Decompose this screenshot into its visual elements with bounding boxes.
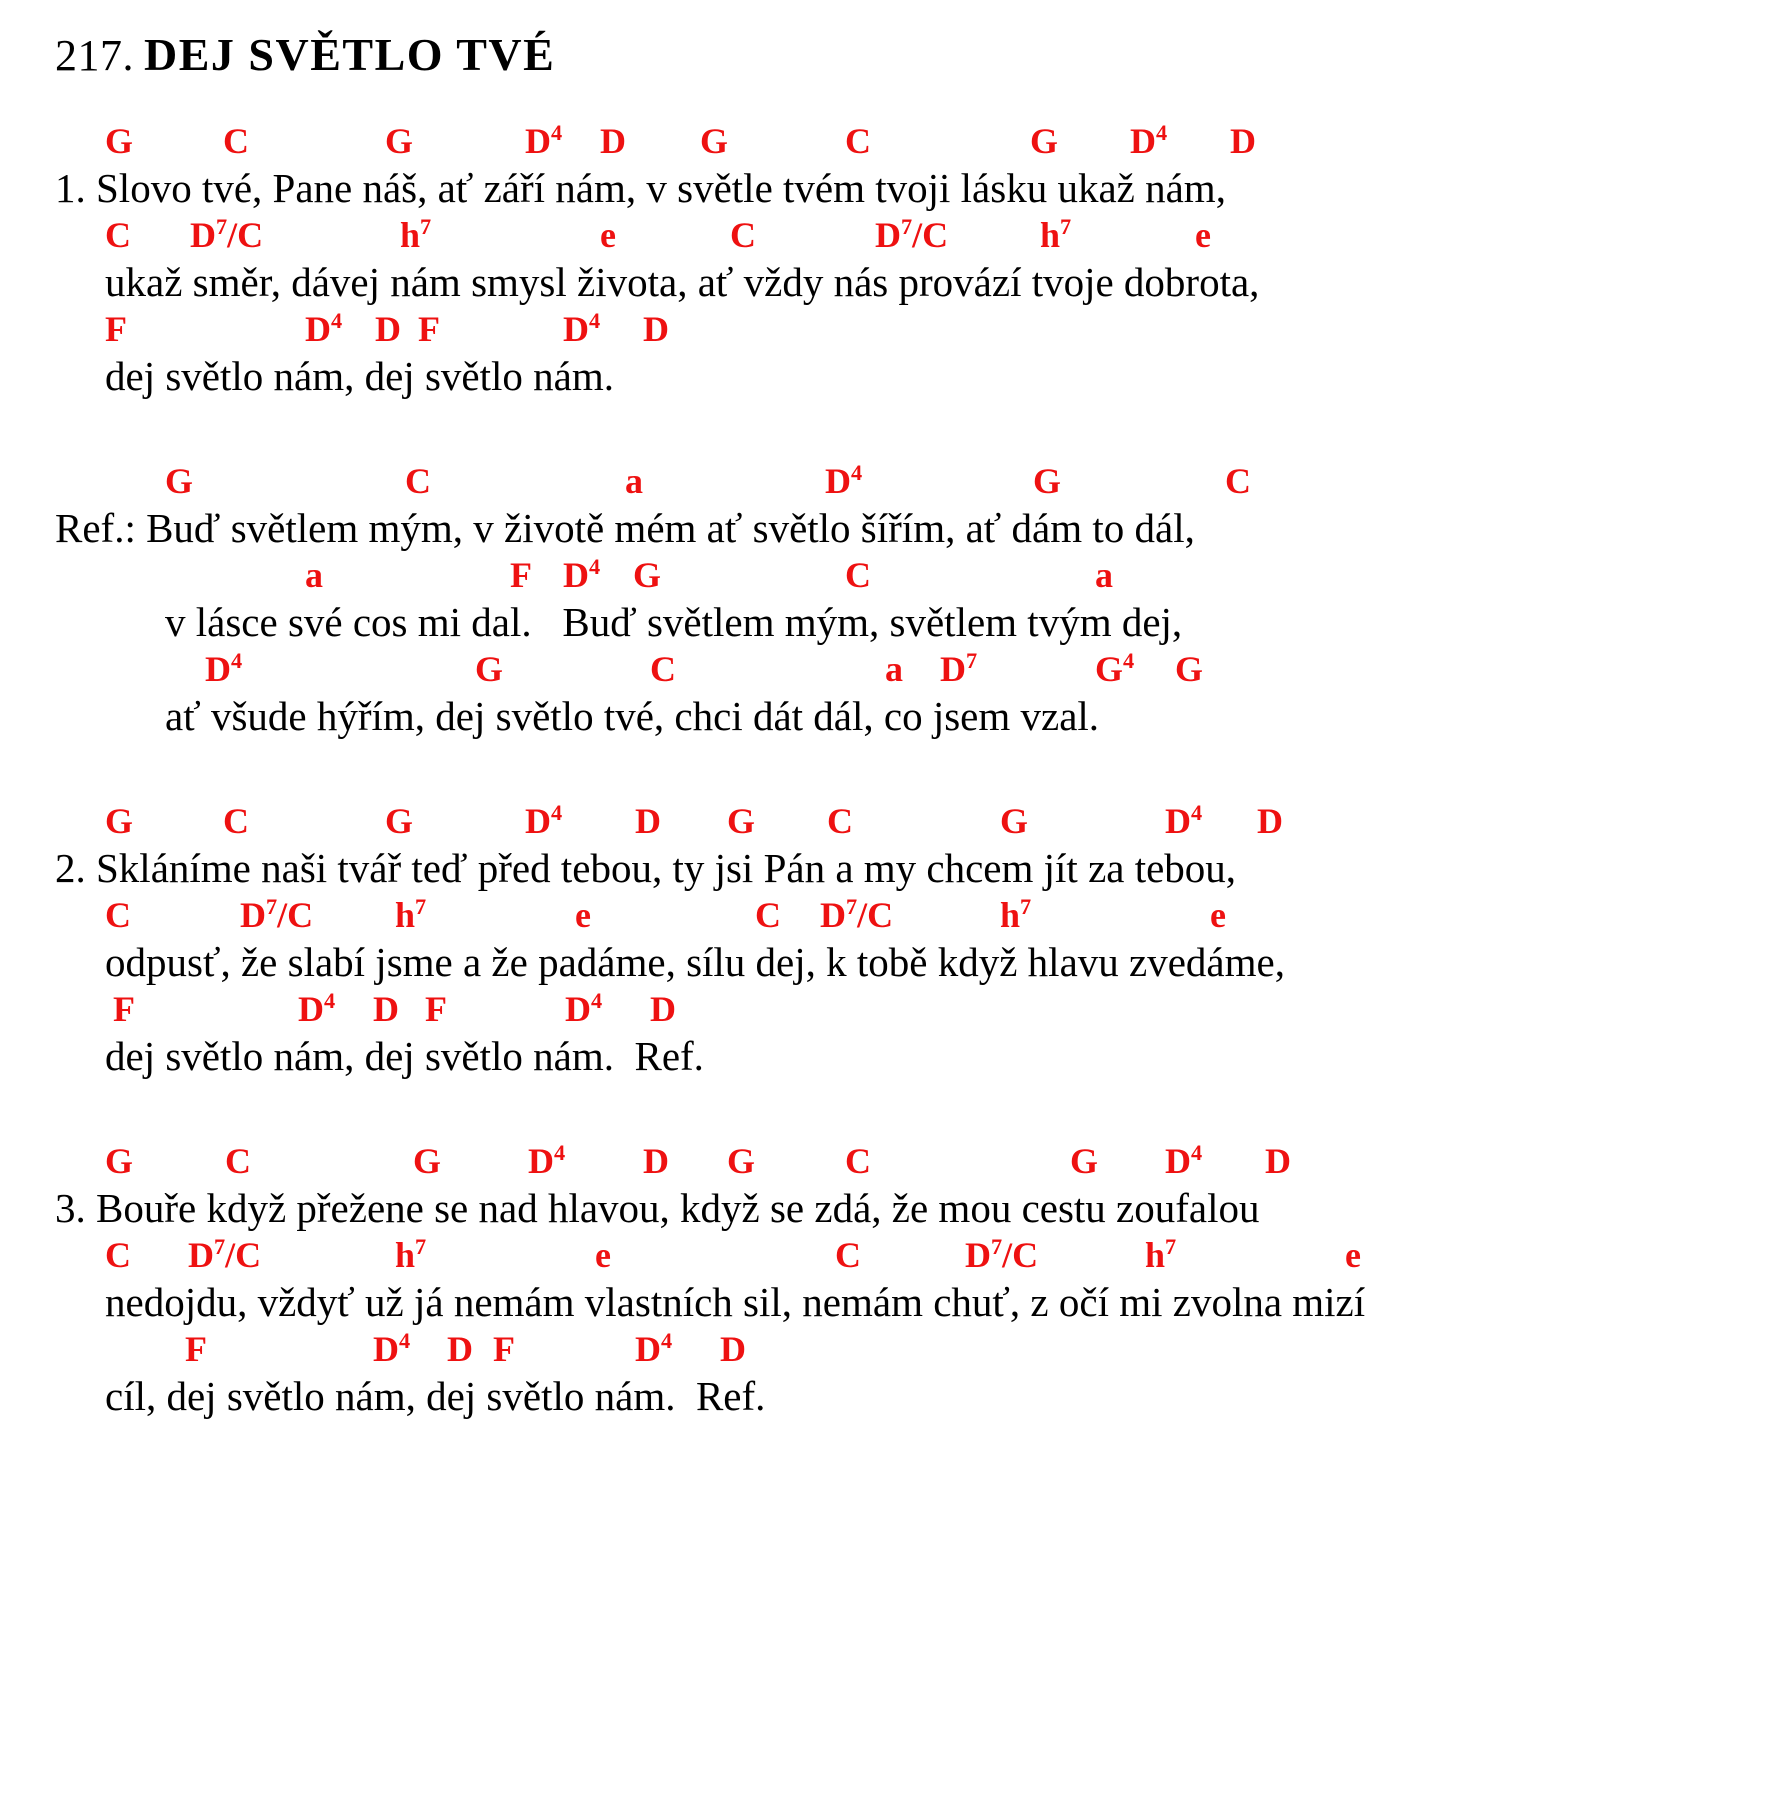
chord: F: [113, 989, 135, 1029]
stanza-verse-2: [55, 800, 1745, 1082]
chord: $D^4$: [825, 460, 863, 501]
chord: $D^4$: [525, 120, 563, 161]
chord: e: [600, 215, 616, 255]
chord: $D^4$: [528, 1140, 566, 1181]
song-body: [55, 120, 1745, 1422]
chord: D: [650, 989, 676, 1029]
chord: C: [105, 215, 131, 255]
lyric-text: Ref.: Buď světlem mým, v životě mém ať světlo šířím, ať dám to dál,: [55, 505, 1195, 551]
chord: D: [373, 989, 399, 1029]
chord: $D^4$: [563, 308, 601, 349]
chord: G: [633, 555, 662, 595]
chord: e: [1195, 215, 1211, 255]
chord: e: [575, 895, 591, 935]
chord: $D^7/C$: [875, 214, 949, 255]
chord-line: [55, 1140, 1745, 1182]
chord: $h^7$: [395, 1234, 427, 1275]
chord: G: [1000, 801, 1029, 841]
chord: D: [720, 1329, 746, 1369]
stanza-spacer: [55, 402, 1745, 460]
chord-line: [55, 988, 1745, 1030]
chord: C: [827, 801, 853, 841]
chord-line: [55, 460, 1745, 502]
chord: a: [305, 555, 323, 595]
lyric-text: dej světlo nám, dej světlo nám.: [105, 353, 614, 399]
lyric-text: ukaž směr, dávej nám smysl života, ať vždy nás provází tvoje dobrota,: [105, 259, 1260, 305]
chord: C: [845, 555, 871, 595]
chord: G: [727, 1141, 756, 1181]
lyric-line: [55, 1370, 1745, 1422]
chord: G: [1030, 121, 1059, 161]
chord: C: [105, 895, 131, 935]
chord: a: [625, 461, 643, 501]
chord: C: [1225, 461, 1251, 501]
chord: G: [700, 121, 729, 161]
chord: G: [385, 121, 414, 161]
chord: C: [225, 1141, 251, 1181]
chord: C: [405, 461, 431, 501]
lyric-text: 2. Skláníme naši tvář teď před tebou, ty jsi Pán a my chcem jít za tebou,: [55, 845, 1237, 891]
chord: G: [385, 801, 414, 841]
chord: C: [845, 1141, 871, 1181]
chord: C: [755, 895, 781, 935]
chord-line: [55, 894, 1745, 936]
chord: $D^4$: [305, 308, 343, 349]
chord: $D^4$: [373, 1328, 411, 1369]
chord-line: [55, 214, 1745, 256]
chord: $D^4$: [525, 800, 563, 841]
lyric-text: odpusť, že slabí jsme a že padáme, sílu dej, k tobě když hlavu zvedáme,: [105, 939, 1285, 985]
chord: F: [105, 309, 127, 349]
chord: G: [165, 461, 194, 501]
chord: D: [643, 1141, 669, 1181]
page-title: [55, 28, 555, 81]
chord: $D^4$: [298, 988, 336, 1029]
chord: $D^4$: [1130, 120, 1168, 161]
chord: D: [375, 309, 401, 349]
chord: $D^7/C$: [188, 1234, 262, 1275]
chord: G: [1033, 461, 1062, 501]
chord: G: [1070, 1141, 1099, 1181]
chord: F: [185, 1329, 207, 1369]
chord: G: [1175, 649, 1204, 689]
chord: $D^7/C$: [190, 214, 264, 255]
chord: G: [475, 649, 504, 689]
chord: $h^7$: [1000, 894, 1032, 935]
chord: G: [727, 801, 756, 841]
chord-line: [55, 120, 1745, 162]
chord: C: [835, 1235, 861, 1275]
stanza-spacer: [55, 1082, 1745, 1140]
song-title: DEJ SVĚTLO TVÉ: [144, 29, 556, 80]
chord: $D^4$: [1165, 1140, 1203, 1181]
chord: F: [418, 309, 440, 349]
chord: C: [105, 1235, 131, 1275]
lyric-line: [55, 1182, 1745, 1234]
chord: a: [885, 649, 903, 689]
lyric-line: [55, 690, 1745, 742]
chord: D: [635, 801, 661, 841]
lyric-text: dej světlo nám, dej světlo nám. Ref.: [105, 1033, 704, 1079]
chord: C: [730, 215, 756, 255]
chord: $h^7$: [1145, 1234, 1177, 1275]
stanza-verse-3: [55, 1140, 1745, 1422]
chord: e: [595, 1235, 611, 1275]
chord: $D^4$: [635, 1328, 673, 1369]
chord: D: [600, 121, 626, 161]
chord: $D^4$: [563, 554, 601, 595]
chord: $D^7/C$: [965, 1234, 1039, 1275]
chord: a: [1095, 555, 1113, 595]
chord: C: [223, 801, 249, 841]
lyric-text: ať všude hýřím, dej světlo tvé, chci dát dál, co jsem vzal.: [165, 693, 1100, 739]
chord: $h^7$: [1040, 214, 1072, 255]
chord: $G^4$: [1095, 648, 1135, 689]
stanza-refrain: [55, 460, 1745, 742]
chord: G: [105, 121, 134, 161]
chord: C: [650, 649, 676, 689]
chord: $D^4$: [1165, 800, 1203, 841]
chord-line: [55, 308, 1745, 350]
lyric-line: [55, 1030, 1745, 1082]
chord: $D^7$: [940, 648, 978, 689]
lyric-text: v lásce své cos mi dal. Buď světlem mým, světlem tvým dej,: [165, 599, 1183, 645]
chord: C: [845, 121, 871, 161]
chord: e: [1345, 1235, 1361, 1275]
chord: G: [105, 801, 134, 841]
song-number: 217.: [55, 31, 134, 80]
lyric-text: nedojdu, vždyť už já nemám vlastních sil, nemám chuť, z očí mi zvolna mizí: [105, 1279, 1366, 1325]
chord: F: [493, 1329, 515, 1369]
stanza-spacer: [55, 742, 1745, 800]
chord-line: [55, 648, 1745, 690]
chord: $D^7/C$: [240, 894, 314, 935]
lyric-line: [55, 596, 1745, 648]
lyric-line: [55, 350, 1745, 402]
stanza-verse-1: [55, 120, 1745, 402]
chord: $D^7/C$: [820, 894, 894, 935]
chord: F: [425, 989, 447, 1029]
chord-line: [55, 554, 1745, 596]
lyric-line: [55, 256, 1745, 308]
chord: C: [223, 121, 249, 161]
chord: F: [510, 555, 532, 595]
chord: D: [1230, 121, 1256, 161]
chord: $h^7$: [395, 894, 427, 935]
chord: D: [1257, 801, 1283, 841]
lyric-line: [55, 502, 1745, 554]
chord: e: [1210, 895, 1226, 935]
chord-line: [55, 800, 1745, 842]
chord: D: [1265, 1141, 1291, 1181]
chord-line: [55, 1234, 1745, 1276]
chord: D: [643, 309, 669, 349]
chord: $D^4$: [565, 988, 603, 1029]
lyric-line: [55, 842, 1745, 894]
chord: G: [105, 1141, 134, 1181]
lyric-text: 3. Bouře když přežene se nad hlavou, když se zdá, že mou cestu zoufalou: [55, 1185, 1260, 1231]
lyric-line: [55, 162, 1745, 214]
chord: G: [413, 1141, 442, 1181]
chord: $h^7$: [400, 214, 432, 255]
lyric-line: [55, 936, 1745, 988]
lyric-line: [55, 1276, 1745, 1328]
chord-line: [55, 1328, 1745, 1370]
chord: D: [447, 1329, 473, 1369]
lyric-text: cíl, dej světlo nám, dej světlo nám. Ref.: [105, 1373, 766, 1419]
lyric-text: 1. Slovo tvé, Pane náš, ať září nám, v světle tvém tvoji lásku ukaž nám,: [55, 165, 1226, 211]
chord: $D^4$: [205, 648, 243, 689]
